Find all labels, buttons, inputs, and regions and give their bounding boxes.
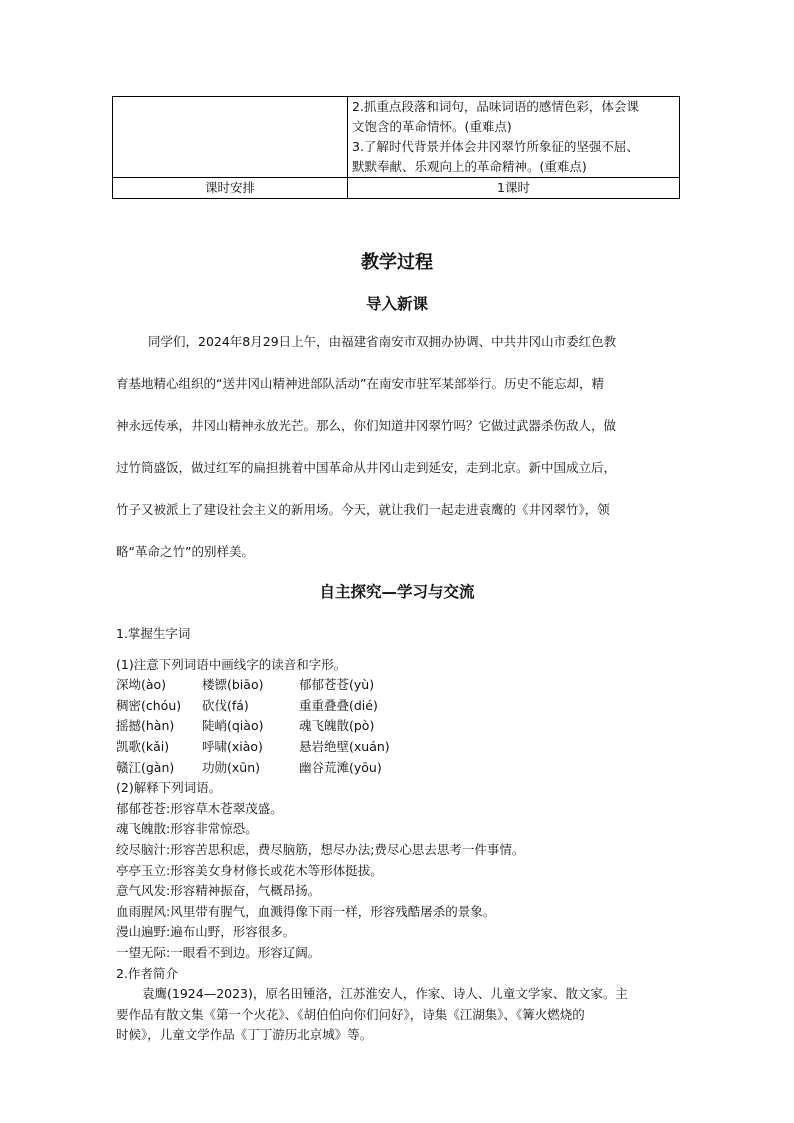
table-row bbox=[113, 97, 680, 178]
schedule-value: 1课时 bbox=[348, 178, 680, 199]
definition: 漫山遍野:遍布山野，形容很多。 bbox=[116, 924, 296, 940]
objectives-label-cell bbox=[113, 97, 348, 178]
page-title: 教学过程 bbox=[361, 252, 433, 273]
author-line: 要作品有散文集《第一个火花》、《胡伯伯向你们问好》，诗集《江湖集》、《篝火燃烧的 bbox=[116, 1006, 585, 1022]
word-item: 功勋(xūn) bbox=[202, 759, 260, 775]
goal-line: 默默奉献、乐观向上的革命精神。(重难点) bbox=[352, 159, 587, 174]
word-item: 悬岩绝壁(xuán) bbox=[299, 738, 390, 754]
intro-line: 过竹筒盛饭，做过红军的扁担挑着中国革命从井冈山走到延安，走到北京。新中国成立后， bbox=[116, 460, 617, 475]
explore-heading: 自主探究—学习与交流 bbox=[319, 583, 475, 601]
definition: 意气风发:形容精神振奋，气概昂扬。 bbox=[116, 883, 321, 899]
word-item: 陡峭(qiào) bbox=[202, 718, 264, 734]
word-item: 稠密(chóu) bbox=[116, 697, 182, 713]
word-row bbox=[116, 675, 686, 696]
word-item: 重重叠叠(dié) bbox=[299, 697, 378, 713]
definition: 一望无际:一眼看不到边。形容辽阔。 bbox=[116, 944, 321, 960]
explore-section bbox=[116, 624, 686, 1046]
definition: 血雨腥风:风里带有腥气，血溅得像下雨一样，形容残酷屠杀的景象。 bbox=[116, 903, 496, 919]
definition: 魂飞魄散:形容非常惊恐。 bbox=[116, 821, 258, 837]
goal-line: 2.抓重点段落和词句，品味词语的感情色彩，体会课 bbox=[352, 99, 639, 114]
objectives-goals-cell bbox=[348, 97, 680, 178]
definition: 绞尽脑汁:形容苦思积虑，费尽脑筋，想尽办法;费尽心思去思考一件事情。 bbox=[116, 841, 525, 857]
definition: 亭亭玉立:形容美女身材修长或花木等形体挺拔。 bbox=[116, 862, 383, 878]
word-item: 砍伐(fá) bbox=[202, 697, 249, 713]
word-item: 呼啸(xiào) bbox=[202, 738, 263, 754]
word-item: 魂飞魄散(pò) bbox=[299, 718, 375, 734]
intro-line: 育基地精心组织的“送井冈山精神进部队活动”在南安市驻军某部举行。历史不能忘却，精 bbox=[116, 376, 604, 391]
word-item: 凯歌(kǎi) bbox=[116, 738, 170, 754]
word-item: 郁郁苍苍(yù) bbox=[299, 677, 375, 693]
word-row bbox=[116, 758, 686, 779]
intro-line: 同学们，2024年8月29日上午，由福建省南安市双拥办协调、中共井冈山市委红色教 bbox=[148, 334, 617, 349]
objectives-table bbox=[112, 96, 680, 199]
author-line: 时候》，儿童文学作品《丁丁游历北京城》等。 bbox=[116, 1027, 373, 1043]
word-list bbox=[116, 675, 686, 778]
schedule-label: 课时安排 bbox=[113, 178, 348, 199]
word-row bbox=[116, 737, 686, 758]
word-item: 深坳(ào) bbox=[116, 677, 167, 693]
word-item: 楼镖(biāo) bbox=[202, 677, 264, 693]
intro-line: 竹子又被派上了建设社会主义的新用场。今天，就让我们一起走进袁鹰的《井冈翠竹》，领 bbox=[116, 502, 610, 517]
word-item: 摇撼(hàn) bbox=[116, 718, 175, 734]
goal-line: 3.了解时代背景并体会井冈翠竹所象征的坚强不屈、 bbox=[352, 139, 639, 154]
word-item: 赣江(gàn) bbox=[116, 759, 175, 775]
intro-line: 略“革命之竹”的别样美。 bbox=[116, 544, 254, 559]
item2-title: 2.作者简介 bbox=[116, 965, 178, 981]
author-line: 袁鹰(1924—2023)，原名田锺洛，江苏淮安人，作家、诗人、儿童文学家、散文家。主 bbox=[142, 986, 628, 1002]
sub1-title: (1)注意下列词语中画线字的读音和字形。 bbox=[116, 656, 347, 672]
intro-heading: 导入新课 bbox=[365, 295, 428, 313]
table-row bbox=[113, 178, 680, 199]
item1-title: 1.掌握生字词 bbox=[116, 626, 191, 641]
intro-line: 神永远传承，井冈山精神永放光芒。那么，你们知道井冈翠竹吗？它做过武器杀伤敌人，做 bbox=[116, 418, 617, 433]
sub2-title: (2)解释下列词语。 bbox=[116, 780, 222, 796]
definition: 郁郁苍苍:形容草木苍翠茂盛。 bbox=[116, 800, 283, 816]
goal-line: 文饱含的革命情怀。(重难点) bbox=[352, 119, 512, 134]
word-row bbox=[116, 696, 686, 717]
word-item: 幽谷荒滩(yōu) bbox=[299, 759, 382, 775]
word-row bbox=[116, 716, 686, 737]
